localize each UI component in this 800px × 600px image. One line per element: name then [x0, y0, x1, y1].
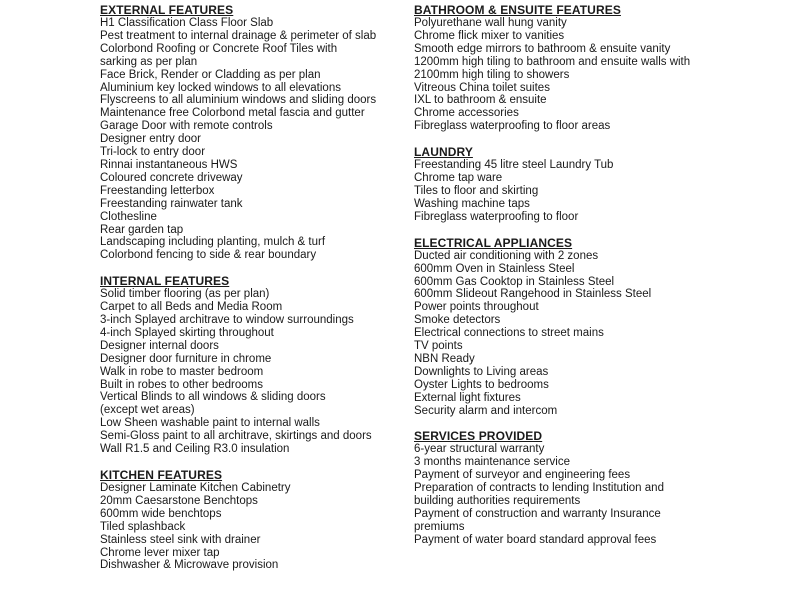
- feature-item: Wall R1.5 and Ceiling R3.0 insulation: [100, 443, 290, 456]
- feature-item: Designer Laminate Kitchen Cabinetry: [100, 482, 291, 494]
- feature-item: Built in robes to other bedrooms: [100, 378, 264, 391]
- feature-item: Fibreglass waterproofing to floor: [414, 210, 579, 223]
- feature-item: Chrome flick mixer to vanities: [414, 29, 565, 42]
- feature-item: Semi-Gloss paint to all architrave, skirtings and doors: [100, 430, 372, 443]
- feature-item: IXL to bathroom & ensuite: [414, 94, 547, 107]
- feature-item: External light fixtures: [414, 391, 521, 404]
- feature-item: Garage Door with remote controls: [100, 120, 273, 133]
- feature-item: Designer entry door: [100, 133, 201, 146]
- feature-item: 4-inch Splayed skirting throughout: [100, 326, 274, 339]
- feature-item: Maintenance free Colorbond metal fascia and gutter: [100, 107, 365, 120]
- feature-item: Smoke detectors: [414, 314, 501, 327]
- feature-item: Vitreous China toilet suites: [414, 81, 550, 94]
- section-kitchen-features: [100, 469, 400, 572]
- feature-item: H1 Classification Class Floor Slab: [100, 17, 274, 29]
- feature-item: Payment of surveyor and engineering fees: [414, 469, 631, 482]
- feature-item: premiums: [414, 520, 465, 533]
- feature-item: 3 months maintenance service: [414, 456, 570, 469]
- feature-item: Preparation of contracts to lending Institution and: [414, 482, 664, 495]
- feature-item: Colorbond fencing to side & rear boundary: [100, 249, 317, 262]
- feature-item: Solid timber flooring (as per plan): [100, 288, 270, 301]
- feature-item: 6-year structural warranty: [414, 443, 545, 456]
- section-external-features: [100, 4, 400, 262]
- feature-item: Smooth edge mirrors to bathroom & ensuite vanity: [414, 42, 671, 55]
- feature-item: Washing machine taps: [414, 197, 530, 210]
- section-heading: INTERNAL FEATURES: [100, 274, 230, 289]
- feature-item: Rinnai instantaneous HWS: [100, 158, 238, 171]
- feature-item: Fibreglass waterproofing to floor areas: [414, 120, 611, 133]
- feature-item: Dishwasher & Microwave provision: [100, 559, 279, 572]
- feature-list: [414, 443, 734, 546]
- feature-list: [414, 17, 734, 133]
- feature-item: Designer door furniture in chrome: [100, 352, 272, 365]
- feature-item: Freestanding 45 litre steel Laundry Tub: [414, 159, 614, 172]
- feature-item: Freestanding letterbox: [100, 184, 215, 197]
- feature-item: Tri-lock to entry door: [100, 146, 206, 159]
- section-internal-features: [100, 275, 400, 456]
- feature-item: Freestanding rainwater tank: [100, 197, 243, 210]
- section-heading: BATHROOM & ENSUITE FEATURES: [414, 3, 621, 17]
- feature-item: Vertical Blinds to all windows & sliding doors: [100, 391, 326, 404]
- feature-item: Clothesline: [100, 210, 157, 223]
- feature-item: Tiles to floor and skirting: [414, 184, 539, 197]
- feature-list: [100, 288, 400, 456]
- feature-item: Downlights to Living areas: [414, 365, 549, 378]
- right-column: [414, 4, 734, 560]
- feature-item: Landscaping including planting, mulch & turf: [100, 236, 326, 249]
- feature-item: Polyurethane wall hung vanity: [414, 17, 567, 29]
- feature-item: Face Brick, Render or Cladding as per plan: [100, 68, 321, 81]
- feature-item: sarking as per plan: [100, 55, 198, 68]
- feature-item: Rear garden tap: [100, 223, 184, 236]
- section-heading: SERVICES PROVIDED: [414, 429, 543, 444]
- feature-item: Electrical connections to street mains: [414, 327, 604, 340]
- feature-item: Carpet to all Beds and Media Room: [100, 301, 283, 314]
- feature-item: building authorities requirements: [414, 495, 581, 508]
- feature-item: 600mm wide benchtops: [100, 507, 222, 520]
- feature-item: 600mm Slideout Rangehood in Stainless Steel: [414, 288, 652, 301]
- feature-item: Ducted air conditioning with 2 zones: [414, 249, 599, 262]
- feature-item: Chrome lever mixer tap: [100, 546, 220, 559]
- feature-item: (except wet areas): [100, 404, 195, 417]
- feature-list: [414, 159, 734, 224]
- section-heading: ELECTRICAL APPLIANCES: [414, 235, 573, 250]
- feature-item: Walk in robe to master bedroom: [100, 365, 264, 378]
- feature-list: [100, 17, 400, 262]
- feature-item: Tiled splashback: [100, 520, 186, 533]
- left-column: [100, 4, 400, 585]
- feature-item: Coloured concrete driveway: [100, 171, 243, 184]
- section-services-provided: [414, 430, 734, 546]
- feature-list: [414, 250, 734, 418]
- feature-item: Flyscreens to all aluminium windows and sliding doors: [100, 94, 377, 107]
- section-heading: LAUNDRY: [414, 145, 473, 160]
- feature-item: Chrome tap ware: [414, 172, 503, 185]
- section-laundry: [414, 146, 734, 224]
- feature-item: Low Sheen washable paint to internal walls: [100, 417, 320, 430]
- feature-item: Security alarm and intercom: [414, 404, 558, 417]
- feature-item: Aluminium key locked windows to all elevations: [100, 81, 341, 94]
- feature-item: 20mm Caesarstone Benchtops: [100, 494, 258, 507]
- feature-item: Payment of water board standard approval fees: [414, 533, 657, 546]
- feature-list: [100, 482, 400, 572]
- feature-item: Colorbond Roofing or Concrete Roof Tiles with: [100, 42, 338, 55]
- feature-item: Oyster Lights to bedrooms: [414, 378, 549, 391]
- feature-item: Payment of construction and warranty Insurance: [414, 508, 661, 520]
- feature-item: Designer internal doors: [100, 339, 219, 352]
- feature-item: NBN Ready: [414, 352, 475, 365]
- section-electrical-appliances: [414, 237, 734, 418]
- feature-item: 600mm Oven in Stainless Steel: [414, 262, 575, 275]
- feature-item: Pest treatment to internal drainage & perimeter of slab: [100, 29, 377, 42]
- feature-item: 600mm Gas Cooktop in Stainless Steel: [414, 275, 615, 288]
- feature-item: 1200mm high tiling to bathroom and ensuite walls with: [414, 55, 691, 68]
- feature-item: TV points: [414, 340, 463, 353]
- section-bathroom-and-ensuite-features: [414, 4, 734, 133]
- feature-item: 2100mm high tiling to showers: [414, 68, 570, 81]
- feature-item: 3-inch Splayed architrave to window surroundings: [100, 314, 354, 327]
- section-heading: EXTERNAL FEATURES: [100, 3, 234, 17]
- feature-item: Power points throughout: [414, 301, 539, 314]
- section-heading: KITCHEN FEATURES: [100, 468, 223, 482]
- feature-item: Chrome accessories: [414, 107, 519, 120]
- feature-item: Stainless steel sink with drainer: [100, 533, 261, 546]
